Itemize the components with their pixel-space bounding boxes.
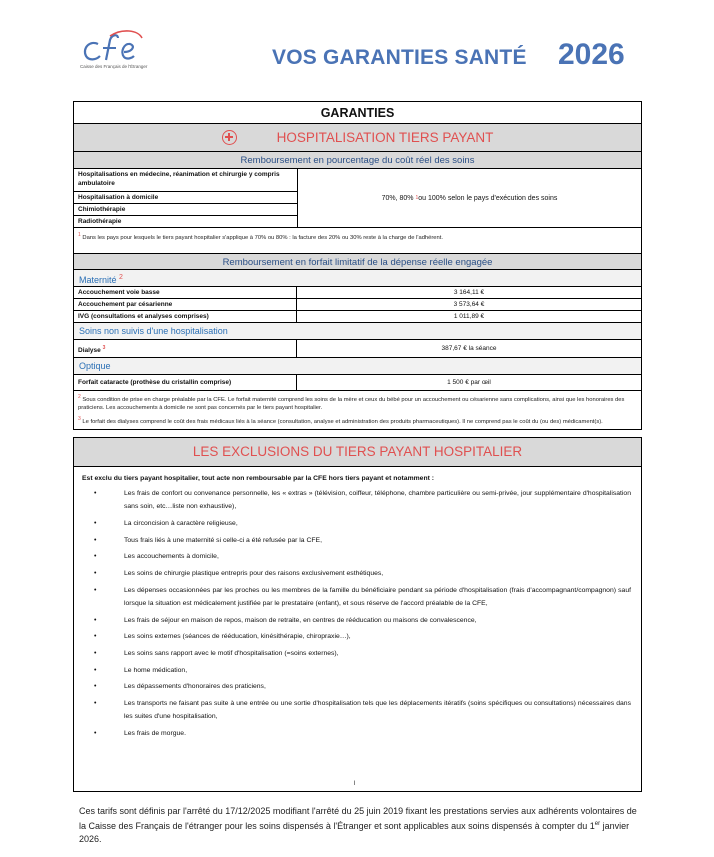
maternite-label	[74, 270, 641, 287]
list-item-text: Les soins sans rapport avec le motif d'hospitalisation (=soins externes),	[124, 650, 339, 658]
garanties-box	[73, 101, 642, 430]
list-item	[94, 630, 631, 643]
dialyse-sup: 3	[102, 344, 106, 351]
note-1	[74, 228, 641, 245]
page-mark: l	[354, 781, 356, 787]
list-item-text: Les frais de morgue.	[124, 730, 186, 738]
bullet: •	[94, 666, 97, 674]
footer-text-a: Ces tarifs sont définis par l'arrêté du 17/12/2025 modifiant l'arrêté du 25 juin 2019 fixant les prestations servies aux adhérents volontaires de la Caisse des Français de l'étranger pour les soins dispensés à l'Étranger et sont applicables aux soins dispensés à compter du 1	[79, 806, 637, 831]
bullet: •	[94, 490, 97, 497]
note-2-sup: 2	[78, 393, 81, 400]
maternite-sup: 2	[119, 273, 123, 281]
hosp-value-sup: 1	[415, 195, 419, 201]
note-1-text: Dans les pays pour lesquels le tiers payant hospitalier s'applique à 70% ou 80% : la facture des 20% ou 30% reste à la charge de l'adhérent.	[82, 234, 443, 241]
maternite-label-text: Maternité	[79, 274, 117, 285]
hosp-item: Hospitalisation à domicile	[74, 192, 297, 204]
note-2	[74, 391, 641, 415]
bullet: •	[94, 553, 97, 561]
bullet: •	[94, 683, 97, 691]
row-value: 387,67 € la séance	[441, 344, 497, 352]
list-item-text: Les dépassements d'honoraires des praticiens,	[124, 683, 266, 691]
list-item	[94, 697, 631, 723]
hosp-items	[74, 169, 298, 227]
list-item	[94, 647, 631, 660]
table-row	[74, 311, 641, 323]
exclusions-box	[73, 437, 642, 792]
row-label: Accouchement voie basse	[74, 287, 297, 298]
list-item	[94, 614, 631, 627]
list-item	[94, 567, 631, 580]
list-item	[94, 487, 631, 513]
logo-caption: Caisse des Français de l'Étranger	[80, 64, 148, 69]
bullet: •	[94, 586, 97, 594]
list-item	[94, 664, 631, 677]
table-row	[74, 287, 641, 299]
exclusions-list	[74, 482, 641, 740]
footer-text-sup: er	[594, 821, 601, 827]
note-3-text: Le forfait des dialyses comprend le coût des frais médicaux liés à la séance (consultation, analyse et administration des produits pharmaceutiques). Il ne comprend pas le coût du (ou des) médicament(s).	[82, 418, 603, 425]
list-item-text: Les frais de confort ou convenance personnelle, les « extras » (télévision, coiffeur, téléphone, chambre particulière ou semi-privée, jour supplémentaire d'hospitalisation sans soin, etc…liste non exhaustive),	[124, 490, 631, 511]
exclusions-title: LES EXCLUSIONS DU TIERS PAYANT HOSPITALIER	[74, 438, 641, 467]
soins-label: Soins non suivis d'une hospitalisation	[74, 323, 641, 340]
footer-text	[79, 805, 641, 846]
garanties-title: GARANTIES	[74, 102, 641, 124]
list-item-text: Le home médication,	[124, 666, 188, 674]
exclusions-intro: Est exclu du tiers payant hospitalier, tout acte non remboursable par la CFE hors tiers payant et notamment :	[82, 475, 435, 482]
list-item-text: Les soins de chirurgie plastique entrepris pour des raisons exclusivement esthétiques,	[124, 570, 384, 578]
page-year: 2026	[558, 38, 625, 71]
bullet: •	[94, 616, 97, 624]
row-value: 1 500 € par œil	[447, 378, 491, 386]
list-item	[94, 517, 631, 530]
table-row	[74, 340, 641, 358]
row-value: 3 164,11 €	[453, 288, 485, 296]
list-item	[94, 584, 631, 610]
list-item-text: Les dépenses occasionnées par les proches ou les membres de la famille du bénéficiaire pendant sa période d'hospitalisation (frais d'accompagnant/compagnon) sauf lorsque la situation est médicalement justifiée par le prestataire (enfant), et sous réserve de l'accord préalable de la CFE,	[124, 586, 631, 607]
table-row	[74, 375, 641, 391]
row-label	[74, 340, 297, 357]
bullet: •	[94, 519, 97, 527]
list-item	[94, 680, 631, 693]
pct-subtitle: Remboursement en pourcentage du coût réel des soins	[74, 152, 641, 169]
list-item-text: Les accouchements à domicile,	[124, 553, 219, 561]
hosp-item: Chimiothérapie	[74, 204, 297, 216]
row-value: 3 573,64 €	[453, 300, 485, 308]
list-item-text: Les frais de séjour en maison de repos, maison de retraite, en centres de rééducation ou maisons de convalescence,	[124, 616, 477, 624]
hosp-value-b: ou 100% selon le pays d'exécution des soins	[418, 194, 558, 202]
table-row	[74, 299, 641, 311]
row-label: IVG (consultations et analyses comprises)	[74, 311, 297, 322]
bullet: •	[94, 570, 97, 578]
optique-label: Optique	[74, 358, 641, 375]
note-2-text: Sous condition de prise en charge préalable par la CFE. Le forfait maternité comprend les soins de la mère et ceux du bébé pour un accouchement ou césarienne sans complications, ainsi que les honoraires des praticiens. Les accouchements à domicile ne sont pas concernés par le tiers payant hospitalier.	[78, 396, 625, 411]
hospitalisation-title: HOSPITALISATION TIERS PAYANT	[276, 130, 494, 145]
medical-cross-icon	[222, 130, 237, 145]
hospitalisation-header	[74, 124, 641, 152]
bullet: •	[94, 536, 97, 544]
dialyse-label: Dialyse	[78, 347, 101, 355]
list-item-text: Les transports ne faisant pas suite à une entrée ou une sortie d'hospitalisation tels que les déplacements itératifs (soins spécifiques ou consultations) nécessaires dans les suites d'une hospitalisation,	[124, 700, 631, 721]
note-1-sup: 1	[78, 232, 81, 238]
bullet: •	[94, 730, 97, 738]
list-item-text: Tous frais liés à une maternité si celle-ci a été refusée par la CFE,	[124, 536, 322, 544]
bullet: •	[94, 700, 97, 708]
hosp-table	[74, 169, 641, 228]
hosp-item: Radiothérapie	[78, 218, 122, 225]
row-label: Accouchement par césarienne	[74, 299, 297, 310]
note-3	[74, 415, 641, 429]
forfait-subtitle: Remboursement en forfait limitatif de la dépense réelle engagée	[74, 253, 641, 270]
hosp-value	[298, 169, 641, 227]
footer-text-b: janvier 2026.	[79, 821, 630, 844]
list-item-text: La circoncision à caractère religieuse,	[124, 519, 238, 527]
page-title: VOS GARANTIES SANTÉ	[272, 46, 527, 69]
list-item-text: Les soins externes (séances de rééducation, kinésithérapie, chiropraxie…),	[124, 633, 351, 641]
hosp-item: Hospitalisations en médecine, réanimation et chirurgie y compris ambulatoire	[74, 169, 297, 192]
row-label: Forfait cataracte (prothèse du cristallin comprise)	[74, 375, 297, 390]
note-3-sup: 3	[78, 415, 81, 422]
bullet: •	[94, 650, 97, 658]
list-item	[94, 550, 631, 563]
list-item	[94, 727, 631, 740]
bullet: •	[94, 633, 97, 641]
hosp-value-a: 70%, 80%	[381, 194, 414, 202]
row-value: 1 011,89 €	[453, 312, 485, 320]
list-item	[94, 534, 631, 547]
